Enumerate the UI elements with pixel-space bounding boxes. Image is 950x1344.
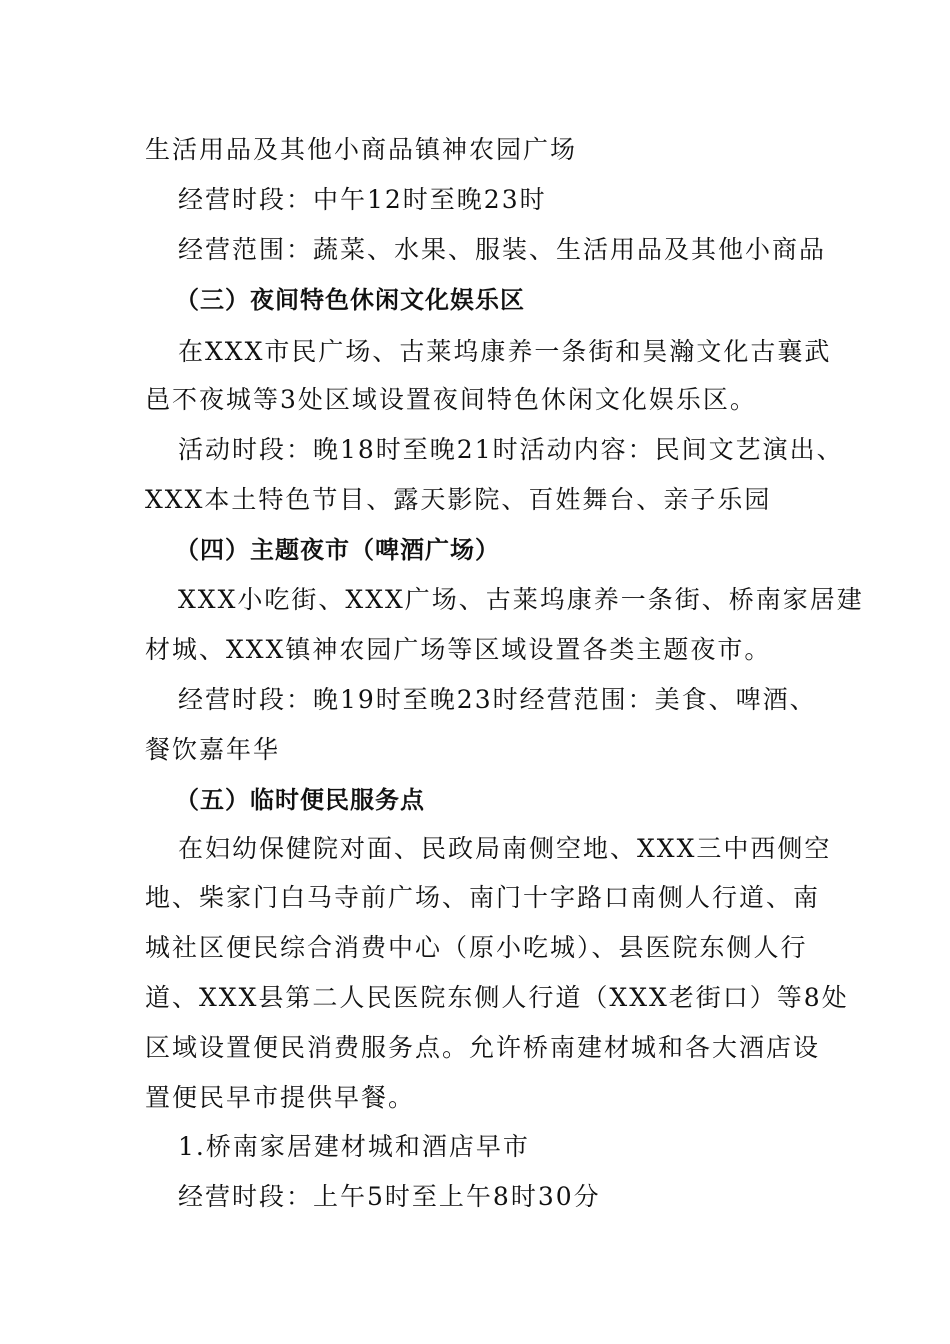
section-heading-3: （三）夜间特色休闲文化娱乐区 <box>175 286 525 314</box>
paragraph-line: 材城、XXX镇神农园广场等区域设置各类主题夜市。 <box>145 635 772 664</box>
paragraph-line: 道、XXX县第二人民医院东侧人行道（XXX老街口）等8处 <box>145 983 849 1012</box>
paragraph-line: 地、柴家门白马寺前广场、南门十字路口南侧人行道、南 <box>145 883 821 912</box>
paragraph-line: 邑不夜城等3处区域设置夜间特色休闲文化娱乐区。 <box>145 385 757 414</box>
paragraph-line: 在XXX市民广场、古莱坞康养一条街和昊瀚文化古襄武 <box>178 337 832 366</box>
paragraph-line: 生活用品及其他小商品镇神农园广场 <box>145 135 578 164</box>
operating-hours-line: 经营时段：中午12时至晚23时 <box>178 185 547 214</box>
paragraph-line: 在妇幼保健院对面、民政局南侧空地、XXX三中西侧空 <box>178 834 832 863</box>
paragraph-line: 区域设置便民消费服务点。允许桥南建材城和各大酒店设 <box>145 1033 821 1062</box>
list-item-heading: 1.桥南家居建材城和酒店早市 <box>178 1132 530 1161</box>
section-heading-5: （五）临时便民服务点 <box>175 786 425 814</box>
business-scope-line: 经营范围：蔬菜、水果、服装、生活用品及其他小商品 <box>178 235 827 264</box>
paragraph-line: 城社区便民综合消费中心（原小吃城）、县医院东侧人行 <box>145 933 808 962</box>
operating-hours-line: 经营时段：晚19时至晚23时经营范围：美食、啤酒、 <box>178 685 817 714</box>
paragraph-line: 置便民早市提供早餐。 <box>145 1083 416 1112</box>
section-heading-4: （四）主题夜市（啤酒广场） <box>175 536 500 564</box>
paragraph-line: XXX本土特色节目、露天影院、百姓舞台、亲子乐园 <box>145 485 772 514</box>
operating-hours-line: 经营时段：上午5时至上午8时30分 <box>178 1182 601 1211</box>
activity-hours-line: 活动时段：晚18时至晚21时活动内容：民间文艺演出、 <box>178 435 844 464</box>
paragraph-line: XXX小吃街、XXX广场、古莱坞康养一条街、桥南家居建 <box>178 585 864 614</box>
paragraph-line: 餐饮嘉年华 <box>145 735 281 764</box>
